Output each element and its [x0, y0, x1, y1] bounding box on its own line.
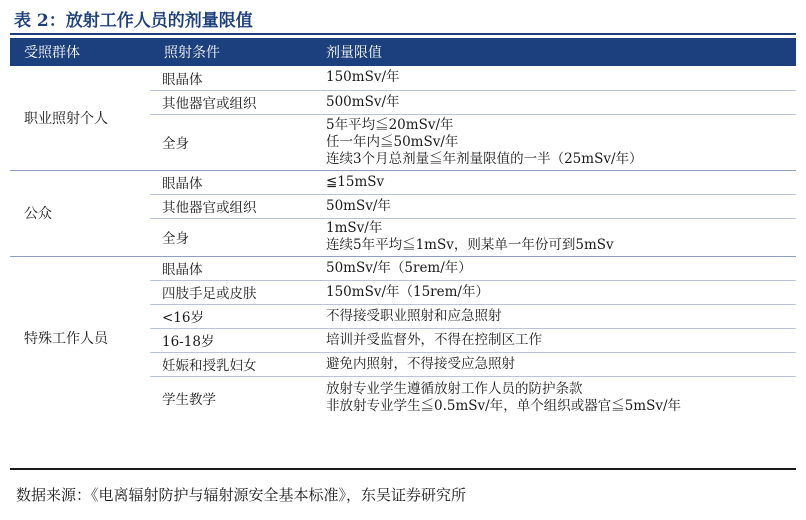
limit-cell	[308, 90, 796, 114]
limit-line: 放射专业学生遵循放射工作人员的防护条款	[326, 381, 583, 398]
limit-line: 50mSv/年（5rem/年）	[326, 259, 472, 276]
condition-cell: 四肢手足或皮肤	[150, 280, 308, 304]
limit-cell	[308, 194, 796, 218]
limit-cell	[308, 352, 796, 376]
condition-cell: 妊娠和授乳妇女	[150, 352, 308, 376]
table-title: 表 2：放射工作人员的剂量限值	[14, 11, 253, 31]
group-cell: 职业照射个人	[10, 66, 150, 170]
limit-line: 500mSv/年	[326, 93, 400, 110]
limit-line: 连续5年平均≦1mSv，则某单一年份可到5mSv	[326, 237, 614, 253]
table-row	[10, 170, 796, 194]
group-cell: 公众	[10, 170, 150, 256]
limit-line: 1mSv/年	[326, 220, 383, 236]
condition-cell: 眼晶体	[150, 66, 308, 90]
limit-line: 不得接受职业照射和应急照射	[326, 307, 502, 324]
limit-cell	[308, 66, 796, 90]
condition-cell: 其他器官或组织	[150, 194, 308, 218]
limit-line: 5年平均≦20mSv/年	[326, 116, 454, 133]
limit-line: 连续3个月总剂量≦年剂量限值的一半（25mSv/年）	[326, 150, 643, 167]
header-group: 受照群体	[10, 38, 150, 66]
top-rule	[10, 33, 796, 35]
condition-cell: 全身	[150, 218, 308, 256]
table-row	[10, 256, 796, 280]
condition-cell: 学生教学	[162, 392, 216, 409]
limit-line: ≦15mSv	[326, 173, 385, 190]
limit-cell	[308, 114, 796, 170]
header-limit: 剂量限值	[308, 38, 796, 66]
limit-cell	[308, 218, 796, 256]
limit-line: 50mSv/年	[326, 197, 391, 214]
condition-cell: 全身	[150, 114, 308, 170]
table-row	[10, 66, 796, 90]
limit-cell	[308, 256, 796, 280]
limit-cell	[308, 280, 796, 304]
bottom-rule	[10, 468, 796, 470]
limit-cell	[308, 328, 796, 352]
header-row	[10, 38, 796, 66]
limit-cell	[308, 304, 796, 328]
limit-cell	[308, 376, 796, 420]
condition-cell: <16岁	[150, 304, 308, 328]
condition-cell: 其他器官或组织	[150, 90, 308, 114]
source-note: 数据来源：《电离辐射防护与辐射源安全基本标准》，东吴证券研究所	[16, 486, 467, 504]
limit-line: 非放射专业学生≦0.5mSv/年，单个组织或器官≦5mSv/年	[326, 398, 682, 415]
limit-line: 150mSv/年（15rem/年）	[326, 283, 489, 300]
limit-line: 150mSv/年	[326, 69, 400, 86]
limit-line: 避免内照射，不得接受应急照射	[326, 355, 515, 372]
limit-line: 任一年内≦50mSv/年	[326, 133, 459, 150]
limit-line: 培训并受监督外，不得在控制区工作	[326, 331, 542, 348]
condition-cell: 眼晶体	[150, 256, 308, 280]
condition-cell: 眼晶体	[150, 170, 308, 194]
header-condition: 照射条件	[150, 38, 308, 66]
group-cell: 特殊工作人员	[24, 331, 108, 348]
condition-cell: 16-18岁	[150, 328, 308, 352]
dose-limit-table	[10, 38, 796, 420]
limit-cell	[308, 170, 796, 194]
